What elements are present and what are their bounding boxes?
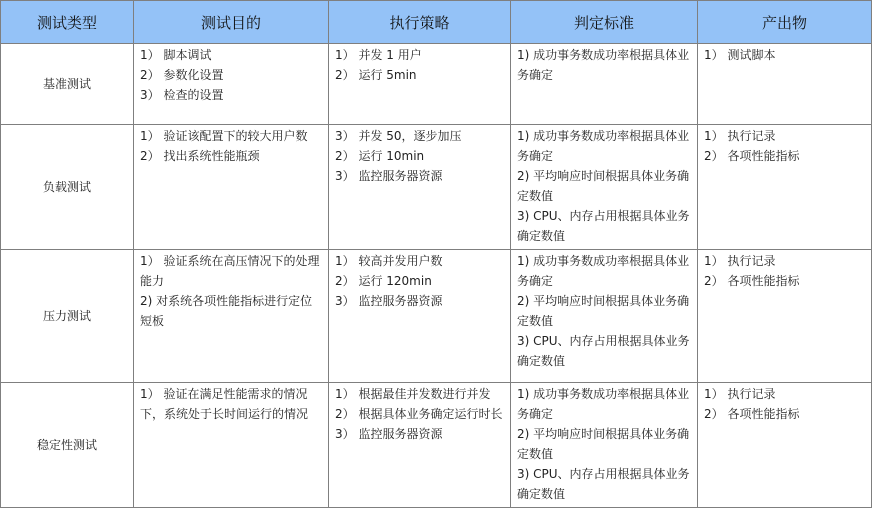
row-execution-strategy	[329, 44, 511, 125]
list-item: 2） 找出系统性能瓶颈	[140, 149, 260, 163]
row-test-goal	[134, 125, 329, 250]
list-item: 1) 成功事务数成功率根据具体业务确定	[517, 129, 690, 163]
list-item: 1） 验证该配置下的较大用户数	[140, 129, 308, 143]
list-item: 3） 监控服务器资源	[335, 169, 443, 183]
list-item: 3） 并发 50，逐步加压	[335, 129, 462, 143]
list-item: 1） 脚本调试	[140, 48, 212, 62]
header-output: 产出物	[698, 1, 872, 44]
row-test-type: 稳定性测试	[1, 383, 134, 508]
row-test-type: 基准测试	[1, 44, 134, 125]
row-test-type: 压力测试	[1, 250, 134, 383]
row-criteria	[511, 383, 698, 508]
list-item: 3) CPU、内存占用根据具体业务确定数值	[517, 334, 690, 368]
list-item: 1) 成功事务数成功率根据具体业务确定	[517, 387, 690, 421]
list-item: 1） 较高并发用户数	[335, 254, 443, 268]
table-row	[1, 383, 872, 508]
list-item: 2） 各项性能指标	[704, 407, 800, 421]
list-item: 1） 执行记录	[704, 387, 776, 401]
table-header-row	[1, 1, 872, 44]
header-test-type: 测试类型	[1, 1, 134, 44]
list-item: 2） 运行 120min	[335, 274, 432, 288]
list-item: 1） 根据最佳并发数进行并发	[335, 387, 491, 401]
row-output	[698, 383, 872, 508]
row-execution-strategy	[329, 250, 511, 383]
list-item: 2) 平均响应时间根据具体业务确定数值	[517, 427, 690, 461]
list-item: 1） 执行记录	[704, 254, 776, 268]
list-item: 1） 并发 1 用户	[335, 48, 422, 62]
list-item: 2) 平均响应时间根据具体业务确定数值	[517, 294, 690, 328]
row-execution-strategy	[329, 383, 511, 508]
row-output	[698, 44, 872, 125]
table-row	[1, 125, 872, 250]
list-item: 2) 平均响应时间根据具体业务确定数值	[517, 169, 690, 203]
row-test-type: 负载测试	[1, 125, 134, 250]
list-item: 3) CPU、内存占用根据具体业务确定数值	[517, 209, 690, 243]
list-item: 2） 参数化设置	[140, 68, 224, 82]
header-criteria: 判定标准	[511, 1, 698, 44]
list-item: 2) 对系统各项性能指标进行定位短板	[140, 294, 313, 328]
list-item: 1） 验证系统在高压情况下的处理能力	[140, 254, 320, 288]
list-item: 3） 监控服务器资源	[335, 294, 443, 308]
row-test-goal	[134, 250, 329, 383]
row-criteria	[511, 125, 698, 250]
list-item: 3） 检查的设置	[140, 88, 224, 102]
list-item: 2） 各项性能指标	[704, 149, 800, 163]
list-item: 2） 各项性能指标	[704, 274, 800, 288]
row-execution-strategy	[329, 125, 511, 250]
list-item: 1) 成功事务数成功率根据具体业务确定	[517, 254, 690, 288]
list-item: 1） 验证在满足性能需求的情况下，系统处于长时间运行的情况	[140, 387, 309, 421]
row-criteria	[511, 250, 698, 383]
table-row	[1, 250, 872, 383]
table-row	[1, 44, 872, 125]
header-test-goal: 测试目的	[134, 1, 329, 44]
list-item: 1） 测试脚本	[704, 48, 776, 62]
header-execution-strategy: 执行策略	[329, 1, 511, 44]
list-item: 3） 监控服务器资源	[335, 427, 443, 441]
row-output	[698, 125, 872, 250]
list-item: 3) CPU、内存占用根据具体业务确定数值	[517, 467, 690, 501]
list-item: 1） 执行记录	[704, 129, 776, 143]
list-item: 2） 根据具体业务确定运行时长	[335, 407, 503, 421]
row-output	[698, 250, 872, 383]
list-item: 2） 运行 10min	[335, 149, 425, 163]
list-item: 1) 成功事务数成功率根据具体业务确定	[517, 48, 690, 82]
list-item: 2） 运行 5min	[335, 68, 417, 82]
row-test-goal	[134, 383, 329, 508]
row-criteria	[511, 44, 698, 125]
row-test-goal	[134, 44, 329, 125]
